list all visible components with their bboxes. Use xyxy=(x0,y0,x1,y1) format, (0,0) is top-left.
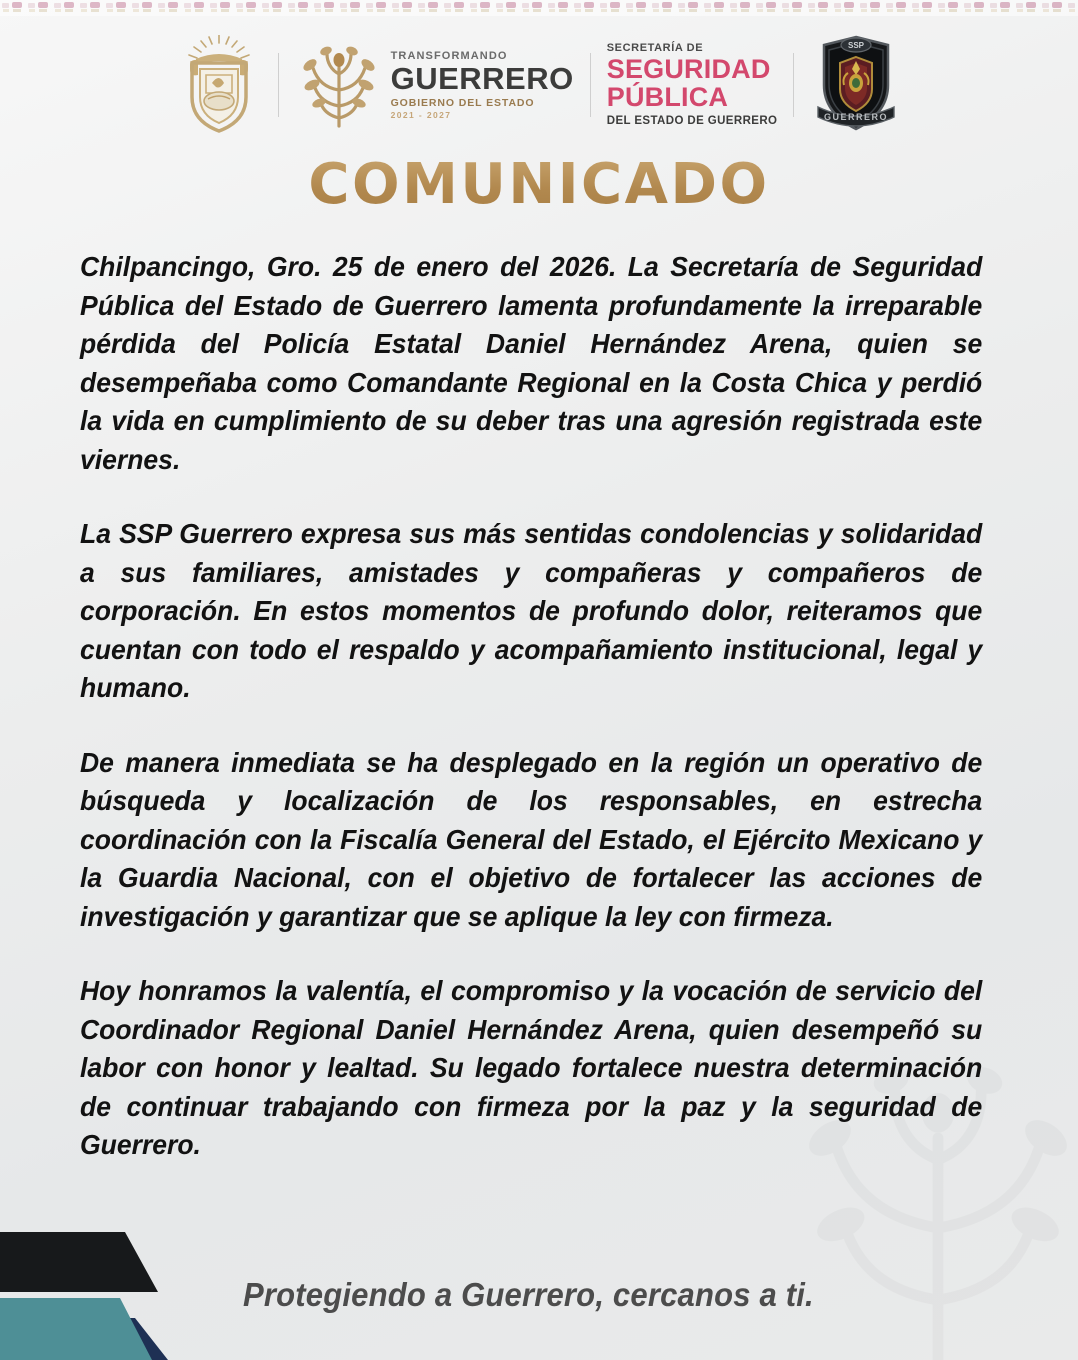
paragraph-3: De manera inmediata se ha desplegado en la región un operativo de búsqueda y localización de los responsables, en estrecha coordinación con la Fiscalía General del Estado, el Ejército Mexicano y la Guardia Nacional, con el objetivo de fortalecer las acciones de investigación y garantizar que se aplique la ley con firmeza. xyxy=(80,746,983,932)
ssp-del-estado-text: DEL ESTADO DE GUERRERO xyxy=(606,114,778,127)
band-navy xyxy=(0,1318,168,1360)
ssp-wordmark xyxy=(607,26,778,144)
police-badge-logo xyxy=(810,26,902,144)
header-divider-2 xyxy=(590,53,591,117)
badge-ssp-text: SSP xyxy=(848,41,865,50)
paragraph-2: La SSP Guerrero expresa sus más sentidas condolencias y solidaridad a sus familiares, amistades y compañeras y compañeros de corporación. En estos momentos de profundo dolor, reiteramos que cuentan con todo el respaldo y acompañamiento institucional, legal y humano. xyxy=(80,518,983,703)
ssp-secretaria-text: SECRETARÍA DE xyxy=(606,41,704,54)
document-header xyxy=(0,26,1078,144)
logo-transformando-text: TRANSFORMANDO xyxy=(390,49,508,62)
badge-ribbon-text: GUERRERO xyxy=(824,112,889,122)
header-divider-1 xyxy=(278,53,279,117)
top-decorative-strip xyxy=(0,0,1078,16)
guerrero-tree-butterfly-logo-icon xyxy=(295,42,383,128)
ssp-guerrero-police-shield-badge-icon xyxy=(810,33,902,137)
paragraph-1: Chilpancingo, Gro. 25 de enero del 2026. La Secretaría de Seguridad Pública del Estado de Guerrero lamenta profundamente la irreparable pérdida del Policía Estatal Daniel Hernández Arena, quien se desempeñaba como Comandante Regional en la Costa Chica y perdió la vida en cumplimiento de su deber tras una agresión registrada este viernes. xyxy=(80,251,983,475)
header-divider-3 xyxy=(793,53,794,117)
logo-years-text: 2021 - 2027 xyxy=(390,110,452,120)
guerrero-government-logo xyxy=(295,26,574,144)
band-black xyxy=(0,1232,158,1292)
logo-guerrero-text: GUERRERO xyxy=(390,60,574,96)
communique-body xyxy=(80,248,1015,1165)
logo-gobierno-text: GOBIERNO DEL ESTADO xyxy=(390,96,535,109)
guerrero-state-coat-of-arms-icon xyxy=(176,35,262,135)
ssp-seguridad-text: SEGURIDAD xyxy=(606,53,771,84)
footer-tagline: Protegiendo a Guerrero, cercanos a ti. xyxy=(243,1276,814,1313)
state-seal-logo xyxy=(176,26,262,144)
ssp-publica-text: PÚBLICA xyxy=(606,81,729,112)
page-title: COMUNICADO xyxy=(0,152,1078,217)
paragraph-4: Hoy honramos la valentía, el compromiso y la vocación de servicio del Coordinador Regional Daniel Hernández Arena, quien desempeñó su labor con honor y lealtad. Su legado fortalece nuestra determinación de continuar trabajando con firmeza por la paz y la seguridad de Guerrero. xyxy=(80,975,983,1160)
band-teal xyxy=(0,1298,152,1360)
